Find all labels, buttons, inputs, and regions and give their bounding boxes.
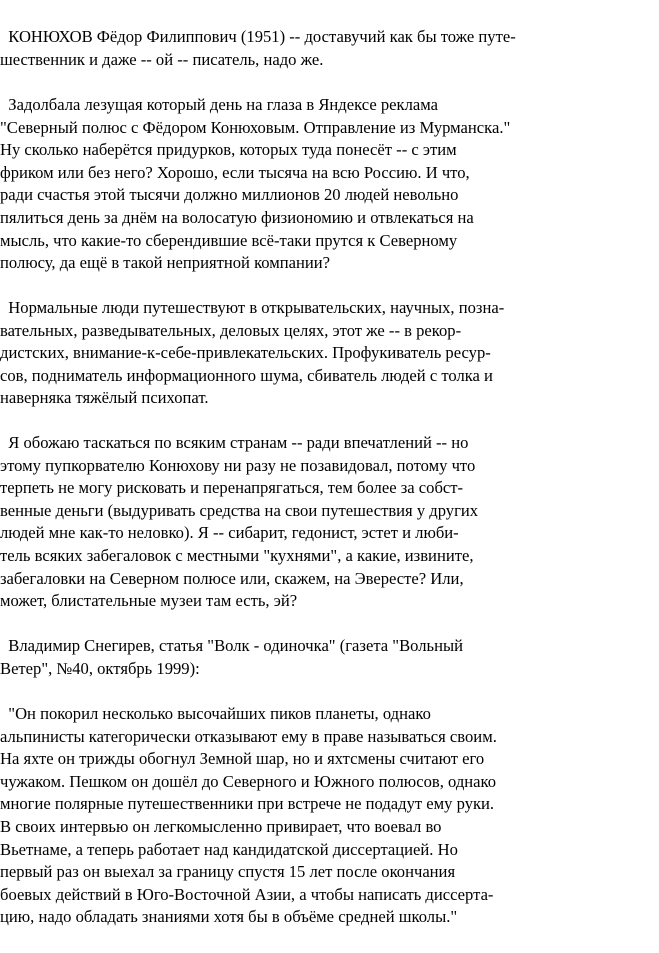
text-line: наверняка тяжёлый психопат. (0, 388, 209, 408)
text-line: пялиться день за днём на волосатую физиономию и отвлекаться на (0, 207, 474, 227)
text-line: альпинисты категорически отказывают ему в праве называться своим. (0, 726, 497, 746)
text-line: полюсу, да ещё в такой неприятной компании? (0, 253, 331, 273)
text-line: Задолбала лезущая который день на глаза в Яндексе реклама (0, 95, 438, 114)
text-line: венные деньги (выдуривать средства на свои путешествия у других (0, 500, 479, 520)
text-line: В своих интервью он легкомысленно привирает, что воевал во (0, 816, 442, 836)
text-line: КОНЮХОВ Фёдор Филиппович (1951) -- доставучий как бы тоже путе- (0, 27, 516, 46)
text-line: "Северный полюс с Фёдором Конюховым. Отправление из Мурманска." (0, 117, 511, 137)
text-line: Нормальные люди путешествуют в открывательских, научных, позна- (0, 298, 505, 317)
text-line: Ветер", №40, октябрь 1999): (0, 658, 200, 678)
text-line: чужаком. Пешком он дошёл до Северного и Южного полюсов, однако (0, 771, 497, 791)
text-line: шественник и даже -- ой -- писатель, надо же. (0, 49, 324, 69)
text-line: На яхте он трижды обогнул Земной шар, но и яхтсмены считают его (0, 749, 485, 769)
text-line: этому пупкорвателю Конюхову ни разу не позавидовал, потому что (0, 455, 476, 475)
text-line: сов, подниматель информационного шума, сбиватель людей с толка и (0, 365, 493, 385)
text-line: людей мне как-то неловко). Я -- сибарит, гедонист, эстет и люби- (0, 523, 459, 543)
text-line: боевых действий в Юго-Восточной Азии, а чтобы написать диссерта- (0, 884, 494, 904)
text-line: мысль, что какие-то сберендившие всё-таки прутся к Северному (0, 230, 458, 250)
paragraph-header (0, 26, 516, 71)
paragraph-yandex-ad (0, 94, 510, 275)
text-line: многие полярные путешественники при встрече не подадут ему руки. (0, 794, 495, 814)
text-line: вательных, разведывательных, деловых целях, этот же -- в рекор- (0, 320, 462, 340)
text-line: дистских, внимание-к-себе-привлекательских. Профукиватель ресур- (0, 343, 491, 363)
text-line: цию, надо обладать знаниями хотя бы в объёме средней школы." (0, 907, 458, 927)
text-line: тель всяких забегаловок с местными "кухнями", а какие, извините, (0, 545, 474, 565)
text-line: "Он покорил несколько высочайших пиков планеты, однако (0, 704, 431, 723)
paragraph-normal-people (0, 297, 504, 410)
text-line: терпеть не могу рисковать и перенапрягаться, тем более за собст- (0, 478, 464, 498)
text-line: Владимир Снегирев, статья "Волк - одиночка" (газета "Вольный (0, 636, 463, 655)
paragraph-citation-source (0, 635, 463, 680)
paragraph-travel (0, 432, 478, 613)
text-line: забегаловки на Северном полюсе или, скажем, на Эвересте? Или, (0, 568, 464, 588)
paragraph-quote (0, 703, 497, 929)
text-line: Ну сколько наберётся придурков, которых туда понесёт -- с этим (0, 140, 457, 160)
text-line: ради счастья этой тысячи должно миллионов 20 людей невольно (0, 185, 459, 205)
text-line: может, блистательные музеи там есть, эй? (0, 591, 298, 611)
text-line: фриком или без него? Хорошо, если тысяча на всю Россию. И что, (0, 162, 470, 182)
text-line: Вьетнаме, а теперь работает над кандидатской диссертацией. Но (0, 839, 458, 859)
text-line: Я обожаю таскаться по всяким странам -- ради впечатлений -- но (0, 433, 469, 452)
text-line: первый раз он выехал за границу спустя 15 лет после окончания (0, 862, 456, 882)
